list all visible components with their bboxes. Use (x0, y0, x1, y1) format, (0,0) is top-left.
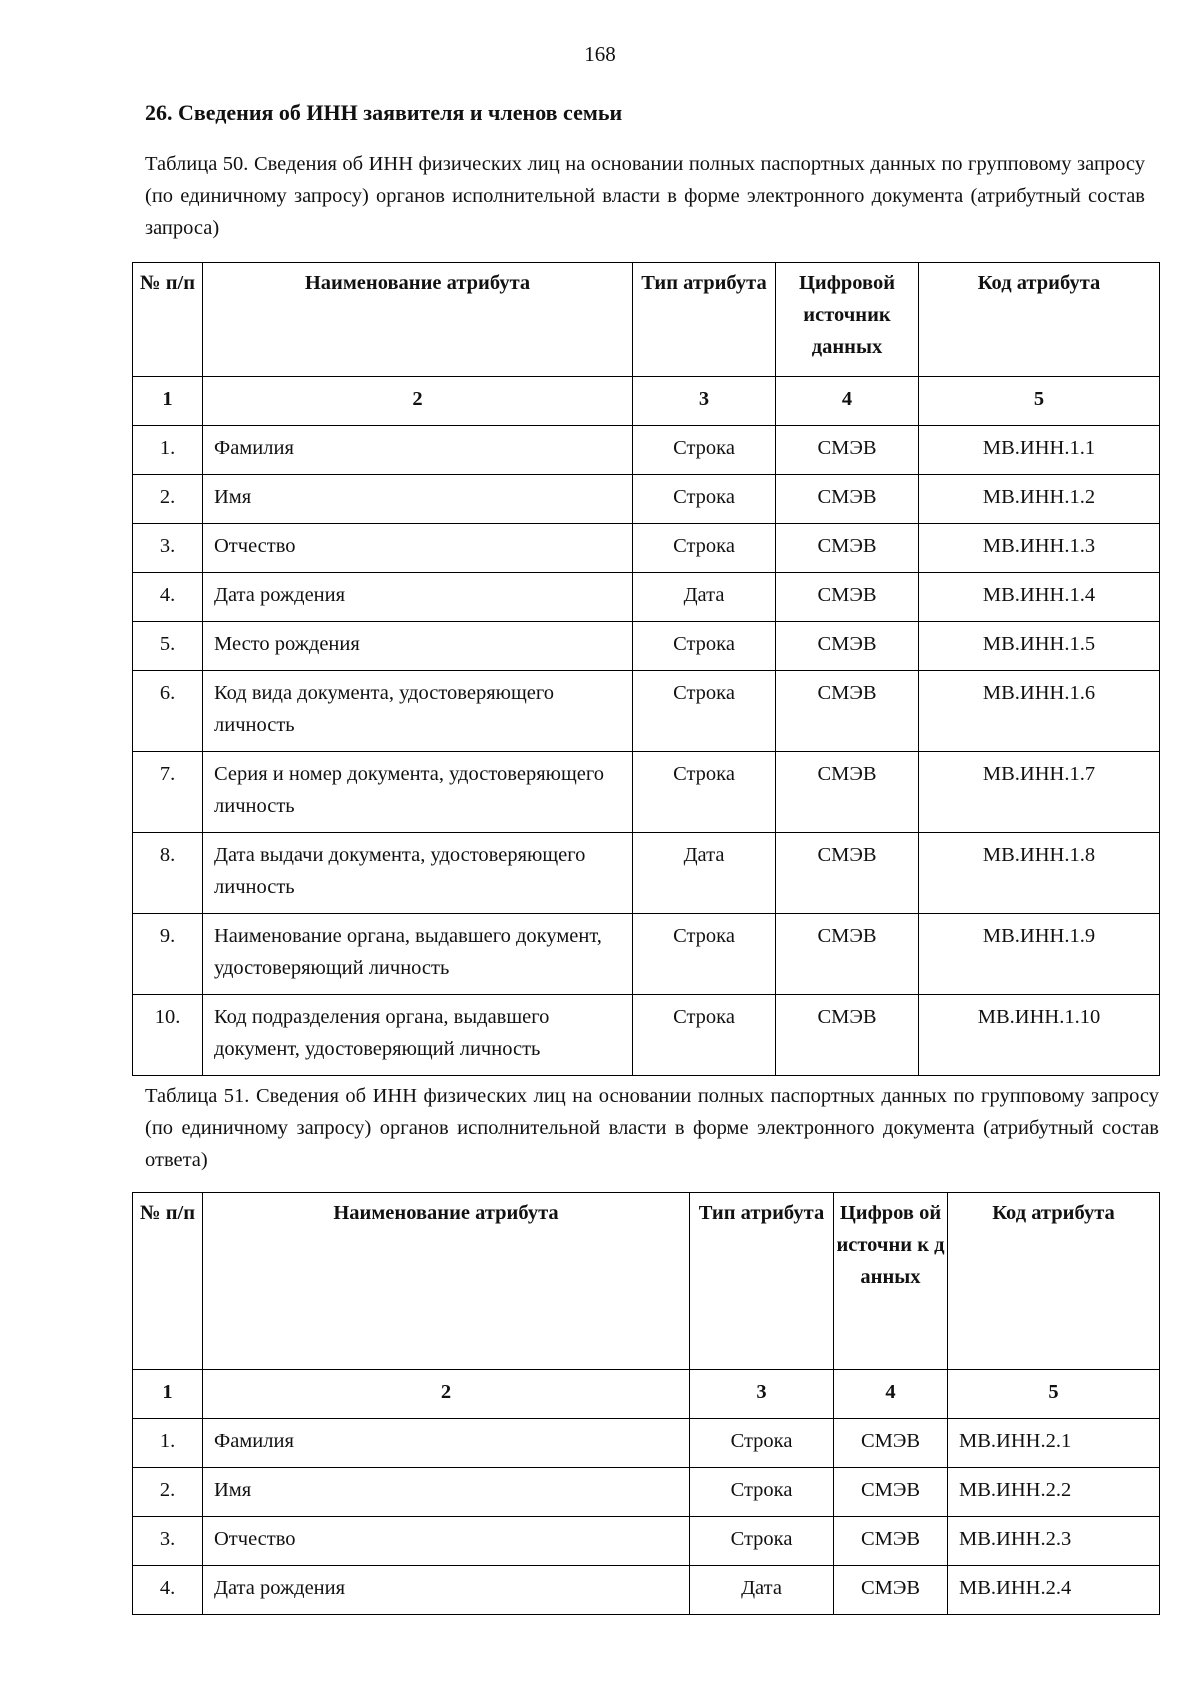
attribute-code: МВ.ИНН.1.5 (919, 622, 1160, 671)
row-number: 4. (133, 1566, 203, 1615)
attribute-name: Наименование органа, выдавшего документ, удостоверяющий личность (203, 914, 633, 995)
attribute-type: Строка (690, 1419, 834, 1468)
column-index: 4 (776, 377, 919, 426)
attribute-name: Отчество (203, 1517, 690, 1566)
attribute-code: МВ.ИНН.2.1 (948, 1419, 1160, 1468)
header-data-source: Цифров ой источни к данных (834, 1193, 948, 1370)
attribute-type: Строка (633, 752, 776, 833)
attribute-code: МВ.ИНН.2.3 (948, 1517, 1160, 1566)
table-row (133, 1468, 1160, 1517)
column-index: 1 (133, 1370, 203, 1419)
data-source: СМЭВ (776, 914, 919, 995)
row-number: 5. (133, 622, 203, 671)
attribute-code: МВ.ИНН.2.2 (948, 1468, 1160, 1517)
attribute-type: Строка (633, 622, 776, 671)
attribute-type: Строка (633, 914, 776, 995)
header-attribute-type: Тип атрибута (633, 263, 776, 377)
row-number: 1. (133, 1419, 203, 1468)
table-row (133, 833, 1160, 914)
attribute-name: Фамилия (203, 426, 633, 475)
attribute-name: Место рождения (203, 622, 633, 671)
table-row (133, 573, 1160, 622)
attribute-type: Строка (633, 426, 776, 475)
data-source: СМЭВ (776, 622, 919, 671)
table-row (133, 1566, 1160, 1615)
header-attribute-code: Код атрибута (919, 263, 1160, 377)
attribute-name: Дата рождения (203, 573, 633, 622)
attribute-type: Дата (633, 833, 776, 914)
attribute-name: Серия и номер документа, удостоверяющего личность (203, 752, 633, 833)
attribute-code: МВ.ИНН.2.4 (948, 1566, 1160, 1615)
data-source: СМЭВ (834, 1468, 948, 1517)
table-51 (132, 1192, 1160, 1615)
column-index: 2 (203, 1370, 690, 1419)
row-number: 1. (133, 426, 203, 475)
attribute-type: Дата (633, 573, 776, 622)
header-number: № п/п (133, 1193, 203, 1370)
attribute-name: Код вида документа, удостоверяющего личность (203, 671, 633, 752)
attribute-code: МВ.ИНН.1.9 (919, 914, 1160, 995)
attribute-code: МВ.ИНН.1.2 (919, 475, 1160, 524)
column-index: 4 (834, 1370, 948, 1419)
data-source: СМЭВ (776, 671, 919, 752)
attribute-type: Дата (690, 1566, 834, 1615)
row-number: 7. (133, 752, 203, 833)
header-data-source: Цифровой источник данных (776, 263, 919, 377)
table-50-body (133, 377, 1160, 1076)
data-source: СМЭВ (834, 1419, 948, 1468)
attribute-name: Код подразделения органа, выдавшего документ, удостоверяющий личность (203, 995, 633, 1076)
row-number: 4. (133, 573, 203, 622)
attribute-type: Строка (690, 1517, 834, 1566)
row-number: 10. (133, 995, 203, 1076)
table-row (133, 524, 1160, 573)
data-source: СМЭВ (776, 752, 919, 833)
page-number: 168 (584, 42, 616, 66)
attribute-name: Дата рождения (203, 1566, 690, 1615)
table-row (133, 671, 1160, 752)
table-50-caption: Таблица 50. Сведения об ИНН физических лиц на основании полных паспортных данных по групповому запросу (по единичному запросу) органов исполнительной власти в форме электронного документа (атрибутный состав запроса) (145, 153, 1145, 239)
attribute-type: Строка (690, 1468, 834, 1517)
attribute-code: МВ.ИНН.1.1 (919, 426, 1160, 475)
column-index: 3 (690, 1370, 834, 1419)
attribute-name: Отчество (203, 524, 633, 573)
attribute-type: Строка (633, 475, 776, 524)
table-51-caption: Таблица 51. Сведения об ИНН физических лиц на основании полных паспортных данных по групповому запросу (по единичному запросу) органов исполнительной власти в форме электронного документа (атрибутный состав ответа) (145, 1085, 1159, 1171)
table-row (133, 914, 1160, 995)
attribute-code: МВ.ИНН.1.6 (919, 671, 1160, 752)
data-source: СМЭВ (776, 426, 919, 475)
attribute-type: Строка (633, 524, 776, 573)
data-source: СМЭВ (776, 833, 919, 914)
header-number: № п/п (133, 263, 203, 377)
table-row (133, 475, 1160, 524)
column-index: 3 (633, 377, 776, 426)
row-number: 3. (133, 524, 203, 573)
row-number: 2. (133, 1468, 203, 1517)
attribute-name: Фамилия (203, 1419, 690, 1468)
section-heading: 26. Сведения об ИНН заявителя и членов семьи (145, 100, 623, 125)
attribute-code: МВ.ИНН.1.7 (919, 752, 1160, 833)
attribute-code: МВ.ИНН.1.8 (919, 833, 1160, 914)
data-source: СМЭВ (834, 1517, 948, 1566)
table-row (133, 1419, 1160, 1468)
table-row (133, 752, 1160, 833)
header-attribute-code: Код атрибута (948, 1193, 1160, 1370)
column-index: 2 (203, 377, 633, 426)
data-source: СМЭВ (776, 475, 919, 524)
table-row (133, 995, 1160, 1076)
attribute-type: Строка (633, 671, 776, 752)
row-number: 2. (133, 475, 203, 524)
row-number: 8. (133, 833, 203, 914)
column-index-row (133, 1370, 1160, 1419)
data-source: СМЭВ (834, 1566, 948, 1615)
row-number: 9. (133, 914, 203, 995)
attribute-name: Дата выдачи документа, удостоверяющего личность (203, 833, 633, 914)
header-attribute-name: Наименование атрибута (203, 263, 633, 377)
attribute-code: МВ.ИНН.1.10 (919, 995, 1160, 1076)
header-row (133, 263, 1160, 377)
row-number: 3. (133, 1517, 203, 1566)
table-51-body (133, 1370, 1160, 1615)
table-row (133, 622, 1160, 671)
column-index: 1 (133, 377, 203, 426)
attribute-type: Строка (633, 995, 776, 1076)
header-attribute-type: Тип атрибута (690, 1193, 834, 1370)
row-number: 6. (133, 671, 203, 752)
column-index-row (133, 377, 1160, 426)
data-source: СМЭВ (776, 524, 919, 573)
attribute-name: Имя (203, 1468, 690, 1517)
data-source: СМЭВ (776, 995, 919, 1076)
attribute-name: Имя (203, 475, 633, 524)
header-row (133, 1193, 1160, 1370)
column-index: 5 (919, 377, 1160, 426)
table-row (133, 1517, 1160, 1566)
table-row (133, 426, 1160, 475)
data-source: СМЭВ (776, 573, 919, 622)
column-index: 5 (948, 1370, 1160, 1419)
header-attribute-name: Наименование атрибута (203, 1193, 690, 1370)
attribute-code: МВ.ИНН.1.4 (919, 573, 1160, 622)
table-50 (132, 262, 1160, 1076)
attribute-code: МВ.ИНН.1.3 (919, 524, 1160, 573)
